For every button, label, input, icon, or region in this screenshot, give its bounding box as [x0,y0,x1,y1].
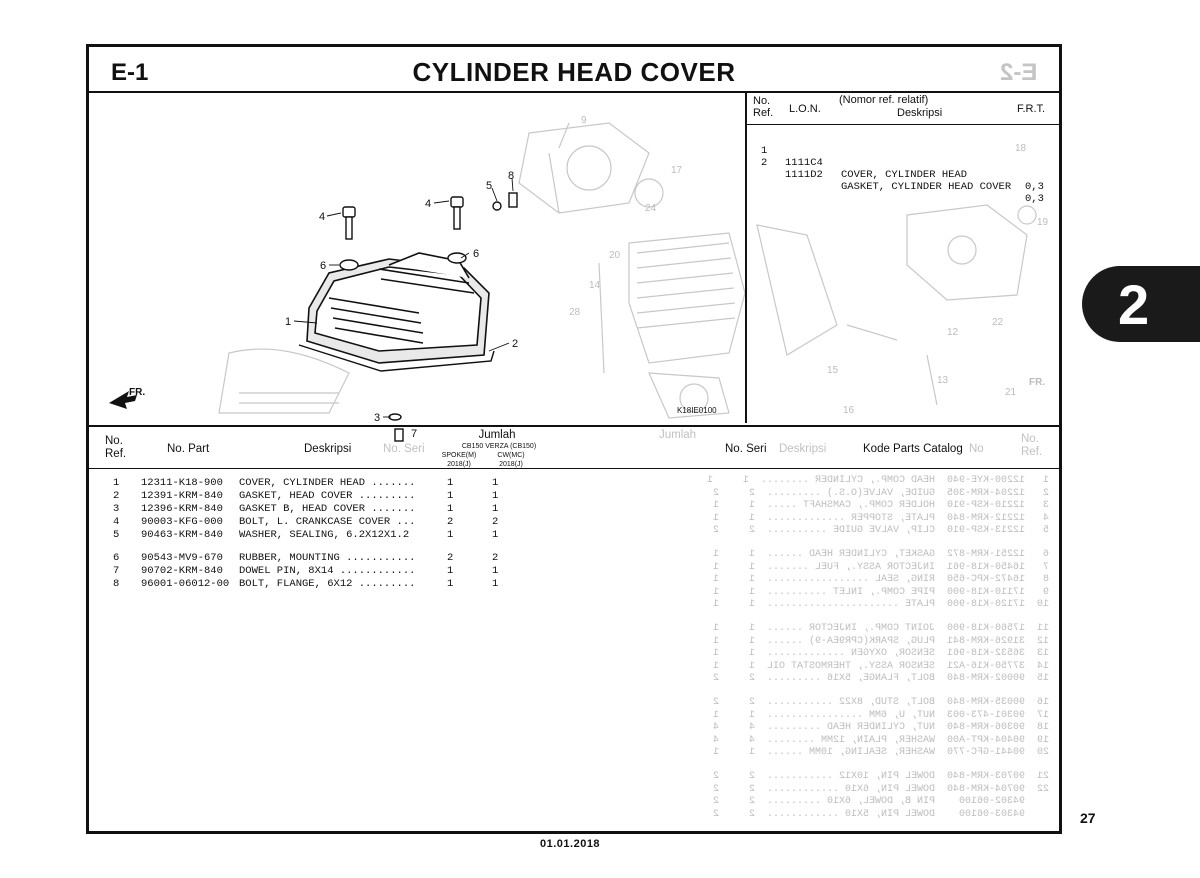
ghost-row: 94303-06100 DOWEL PIN, 5X10 ............ 2 2 [712,808,1049,820]
svg-text:6: 6 [320,260,327,272]
table-row [89,529,569,541]
ghost-row: 18 90306-KRM-840 NUT, CYLINDER HEAD ......... 4 4 [712,722,1049,734]
cell-ref: 8 [113,578,120,590]
ghost-row: 17 90301-473-003 NUT, U, 6MM ................ 1 1 [712,709,1049,721]
cell-ref: 2 [113,490,120,502]
svg-text:19: 19 [1037,217,1049,228]
cell-part: 90463-KRM-840 [141,529,223,541]
svg-text:K18IE0100: K18IE0100 [677,406,717,415]
ghost-parts-list [629,475,1049,835]
header-jumlah-ghost: Jumlah [659,429,697,441]
ghost-row: 13 36532-K18-961 SENSOR, OXYGEN ............. 1 1 [712,648,1049,660]
header-no-part: No. Part [167,443,210,455]
ghost-row: 10 17120-K18-900 PLATE ...................... 1 1 [712,599,1049,611]
cell-q2: 1 [492,565,499,577]
table-row [89,578,569,590]
ghost-row: 22 90704-KRM-840 DOWEL PIN, 6X10 ............ 2 2 [712,783,1049,795]
cell-q2: 1 [492,477,499,489]
table-row [89,503,569,515]
section-code-left: E-1 [111,59,149,86]
ghost-row: 4 12212-KRM-840 PLATE, STOPPER ............. 1 1 [712,512,1049,524]
cell-part: 90702-KRM-840 [141,565,223,577]
svg-text:6: 6 [473,248,480,260]
table-row [89,552,569,564]
svg-text:17: 17 [671,165,683,176]
cell-desc: BOLT, FLANGE, 6X12 ......... [239,578,416,590]
svg-text:20: 20 [609,250,621,261]
svg-text:21: 21 [1005,387,1017,398]
ghost-row: 14 37750-K16-A21 SENSOR ASSY., THERMOSTAT OIL 1 1 [712,660,1049,672]
svg-text:28: 28 [569,307,581,318]
cell-q2: 1 [492,578,499,590]
table-row [89,565,569,577]
svg-text:18: 18 [1015,143,1027,154]
header-kode-parts-catalog: Kode Parts Catalog [863,443,963,455]
cell-ref: 7 [113,565,120,577]
section-tab-number: 2 [1118,273,1150,336]
cell-q2: 1 [492,503,499,515]
ghost-engine [219,123,745,418]
ref-header-deskripsi: Deskripsi [897,107,943,119]
svg-text:4: 4 [319,211,326,223]
cell-q2: 2 [492,516,499,528]
fr-right: FR. [1029,377,1046,388]
svg-text:5: 5 [486,180,493,192]
svg-text:16: 16 [843,405,855,416]
cell-q2: 2 [492,552,499,564]
svg-text:1: 1 [285,316,292,328]
ref-header-nomor: (Nomor ref. relatif) [839,94,929,106]
ghost-row: 20 90441-GFC-770 WASHER, SEALING, 10MM ...... 1 1 [712,747,1049,759]
svg-text:3: 3 [374,412,381,424]
cell-part: 96001-06012-00 [141,578,230,590]
ref-header-lon: L.O.N. [789,103,821,115]
svg-text:4: 4 [425,198,432,210]
section-code-right: E-2 [999,59,1037,86]
cell-q1: 1 [447,490,454,502]
svg-text:22: 22 [992,317,1004,328]
cell-part: 90543-MV9-670 [141,552,223,564]
header-no-ghost: No [969,443,984,455]
cell-desc: BOLT, L. CRANKCASE COVER ... [239,516,416,528]
cell-desc: GASKET B, HEAD COVER ....... [239,503,416,515]
cell-part: 12311-K18-900 [141,477,223,489]
cell-q1: 1 [447,477,454,489]
cell-ref: 1 [113,477,120,489]
ghost-row: 3 12210-KSP-910 HOLDER COMP., CAMSHAFT ..... 1 1 [712,500,1049,512]
ref-row: 2 1111D2 GASKET, CYLINDER HEAD COVER 0,3 [761,157,1044,205]
cover-part [307,253,489,363]
header-no-seri: No. Seri [725,443,767,455]
page-header [89,47,1059,93]
ghost-row: 2 12204-KRM-305 GUIDE, VALVE(O.S.) ......... 2 2 [712,487,1049,499]
cell-q1: 1 [447,565,454,577]
ref-header-no: No. Ref. [753,95,774,119]
cell-part: 90003-KFG-000 [141,516,223,528]
header-year-1: 2018(J) [447,461,471,468]
header-no-ref: No. Ref. [105,435,127,460]
section-tab [1082,266,1200,342]
parts-table-header [89,425,1059,469]
cell-desc: RUBBER, MOUNTING ........... [239,552,416,564]
header-deskripsi-ghost: Deskripsi [779,443,827,455]
ghost-callouts [569,115,683,318]
cell-q2: 1 [492,529,499,541]
svg-text:7: 7 [411,428,418,440]
ref-table [745,93,1059,423]
svg-text:2: 2 [512,338,519,350]
svg-text:8: 8 [508,170,515,182]
ghost-row: 9 17110-K18-900 PIPE COMP., INLET .......... 1 1 [712,586,1049,598]
cell-ref: 5 [113,529,120,541]
cell-q1: 2 [447,516,454,528]
header-jumlah: Jumlah [478,429,516,441]
ref-table-header [747,93,1061,125]
cell-ref: 6 [113,552,120,564]
ghost-row: 21 90703-KRM-840 DOWEL PIN, 10X12 ........... 2 2 [712,771,1049,782]
header-spoke: SPOKE(M) [441,452,477,459]
svg-text:14: 14 [589,280,601,291]
page-number: 27 [1080,810,1096,826]
ref-row: 1 1111C4 COVER, CYLINDER HEAD 0,3 [761,145,1044,193]
ghost-row: 7 16450-K18-961 INJECTOR ASSY., FUEL ....... 1 1 [712,561,1049,573]
cell-desc: WASHER, SEALING, 6.2X12X1.2 [239,529,410,541]
ghost-row: 5 12213-KSP-910 CLIP, VALVE GUIDE .......... 2 2 [712,525,1049,537]
cell-q1: 1 [447,529,454,541]
ghost-row: 1 12200-KYE-940 HEAD COMP., CYLINDER ........ 1 1 [706,475,1049,486]
header-year-2: 2018(J) [499,461,523,468]
cell-q1: 1 [447,503,454,515]
ghost-row: 15 90002-KRM-840 BOLT, FLANGE, 5X16 ......... 2 2 [712,673,1049,685]
table-row [89,477,569,489]
ghost-row: 19 90404-KPT-A00 WASHER, PLAIN, 12MM ........ 4 4 [712,734,1049,746]
cell-ref: 4 [113,516,120,528]
ref-ghost-diagram [747,125,1061,423]
svg-text:9: 9 [581,115,587,126]
svg-text:15: 15 [827,365,839,376]
header-jumlah-models: CB150 VERZA (CB150) [461,443,537,450]
svg-text:FR.: FR. [129,387,146,398]
ghost-row: 12 31926-KRM-841 PLUG, SPARK(CPR9EA-9) ...... 1 1 [712,635,1049,647]
table-row [89,516,569,528]
svg-text:12: 12 [947,327,959,338]
cell-part: 12391-KRM-840 [141,490,223,502]
cell-desc: GASKET, HEAD COVER ......... [239,490,416,502]
cell-q1: 2 [447,552,454,564]
header-deskripsi: Deskripsi [304,443,352,455]
cell-desc: DOWEL PIN, 8X14 ............ [239,565,416,577]
ref-header-frt: F.R.T. [1017,103,1046,115]
ghost-row: 11 17560-K18-900 JOINT COMP., INJECTOR ...... 1 1 [712,623,1049,634]
svg-text:13: 13 [937,375,949,386]
page-title: CYLINDER HEAD COVER [412,57,736,87]
cell-part: 12396-KRM-840 [141,503,223,515]
cell-ref: 3 [113,503,120,515]
ghost-row: 6 12251-KRM-872 GASKET, CYLINDER HEAD ...... 1 1 [712,549,1049,560]
header-no-seri-ghost: No. Seri [383,443,425,455]
cell-q1: 1 [447,578,454,590]
svg-text:24: 24 [645,203,657,214]
cell-q2: 1 [492,490,499,502]
ghost-row: 16 90035-KRM-840 BOLT, STUD, 8X22 ........... 2 2 [712,697,1049,708]
catalog-frame [86,44,1062,834]
table-row [89,490,569,502]
header-cw: CW(MC) [497,452,525,459]
footer-date: 01.01.2018 [540,838,601,850]
header-no-ref-ghost: No. Ref. [1021,433,1043,458]
ghost-row: 94302-06100 PIN B, DOWEL, 6X10 ......... 2 2 [712,796,1049,808]
cell-desc: COVER, CYLINDER HEAD ....... [239,477,416,489]
ghost-row: 8 16472-KPC-650 RING, SEAL ................. 1 1 [712,574,1049,586]
